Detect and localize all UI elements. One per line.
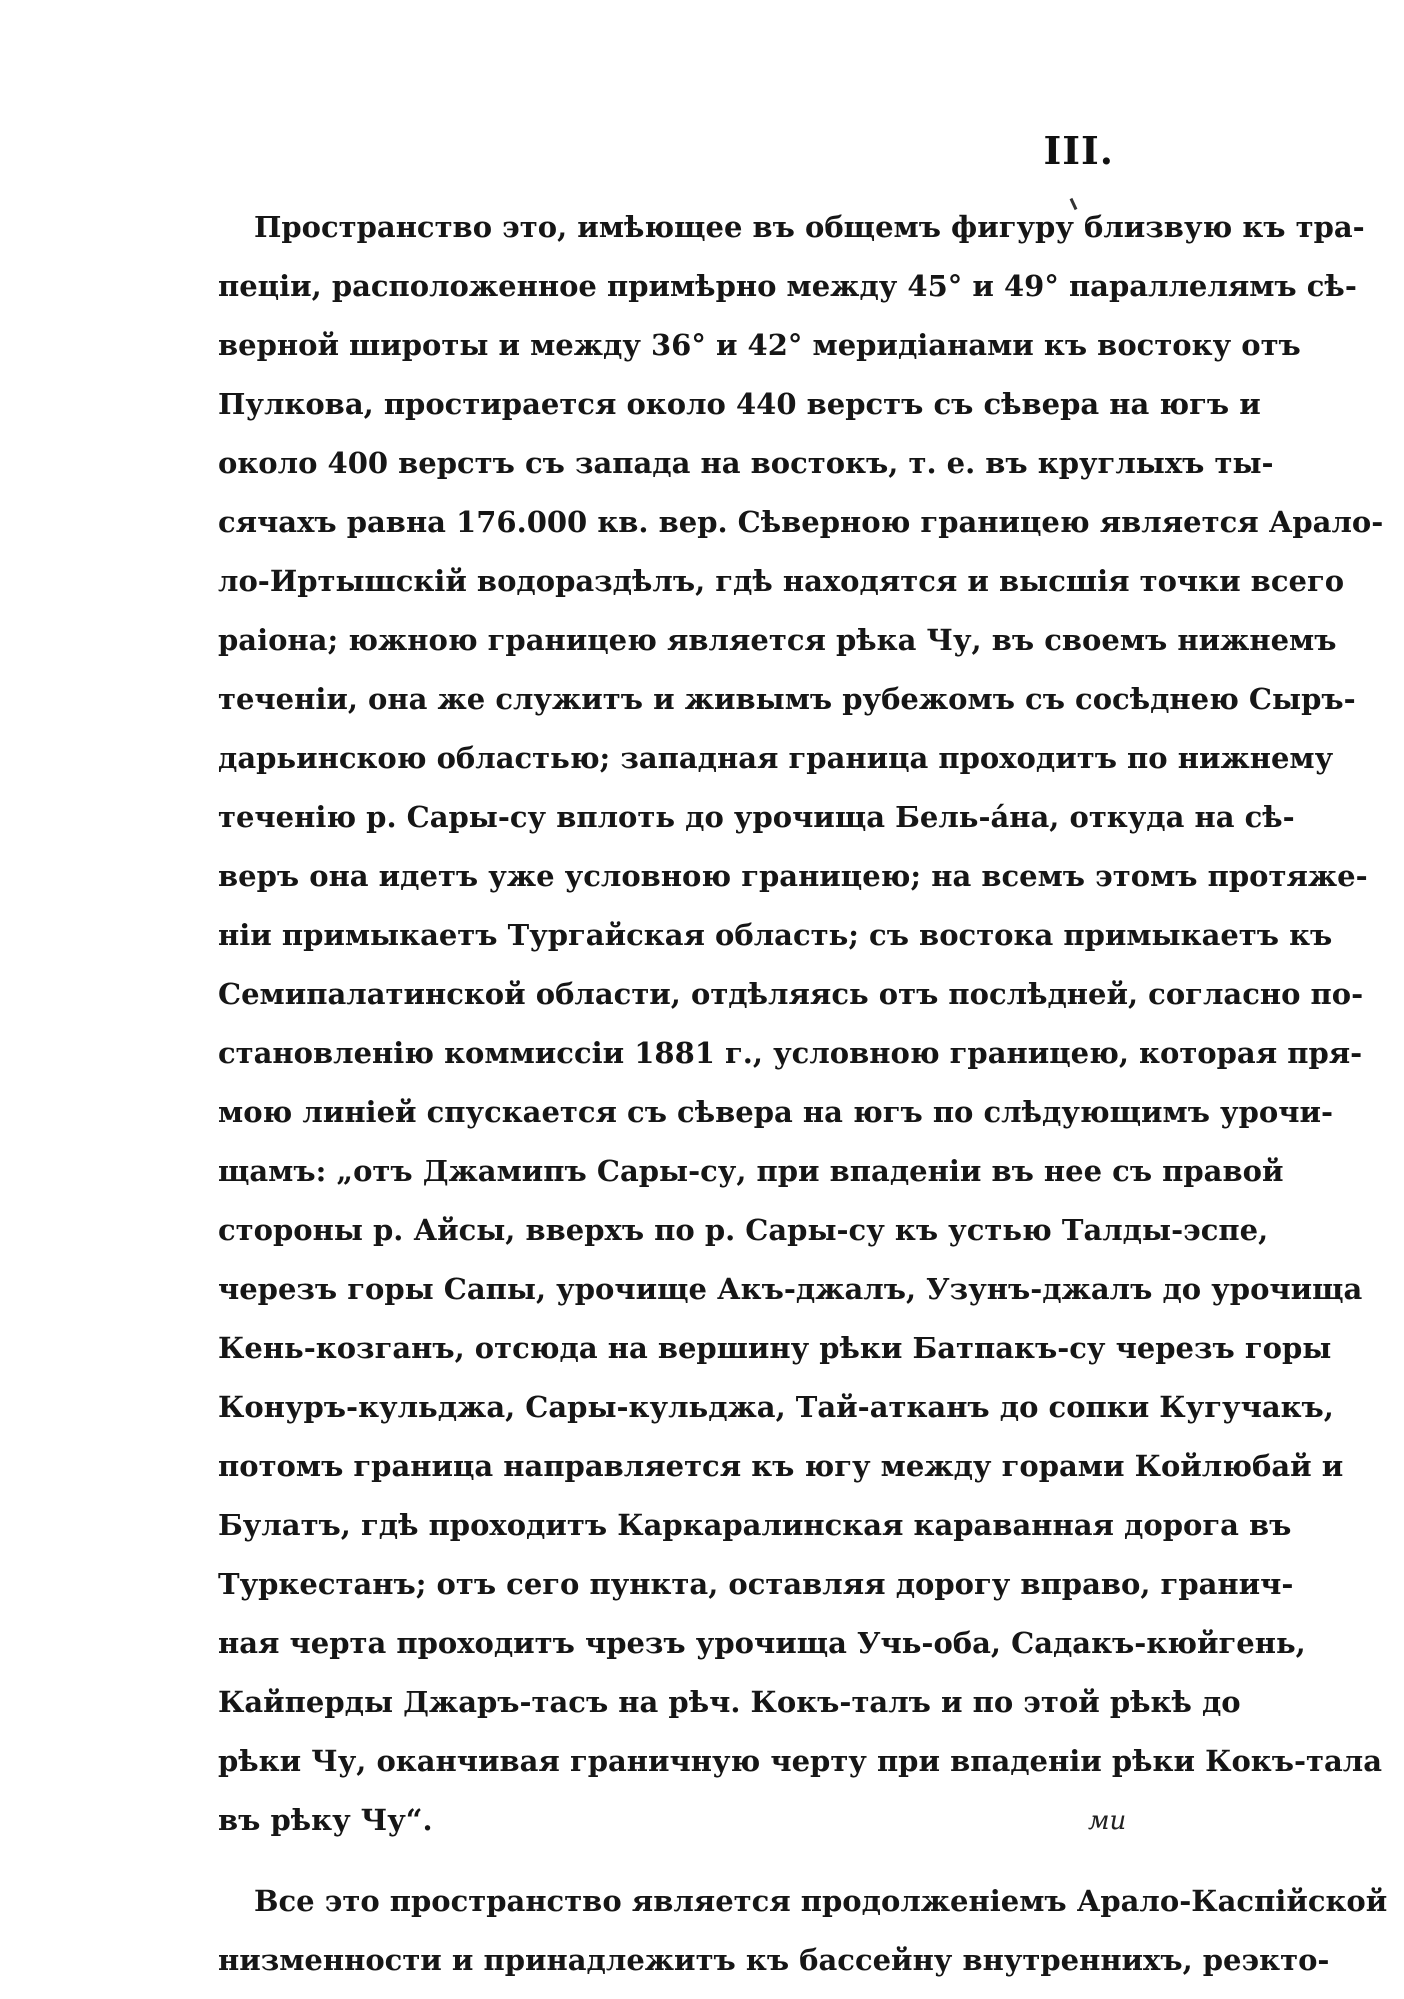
text-line: становленію коммиссіи 1881 г., условною границею, которая пря-: [218, 1036, 1363, 1070]
text-line: Семипалатинской области, отдѣляясь отъ послѣдней, согласно по-: [218, 977, 1364, 1011]
text-line: Кайперды Джаръ-тасъ на рѣч. Кокъ-талъ и по этой рѣкѣ до: [218, 1685, 1241, 1719]
handwritten-correction: ми: [1088, 1806, 1127, 1836]
text-line: дарьинскою областью; западная граница проходитъ по нижнему: [218, 741, 1334, 775]
text-line: Булатъ, гдѣ проходитъ Каркаралинская караванная дорога въ: [218, 1508, 1292, 1542]
text-line: Все это пространство является продолженіемъ Арало-Каспійской: [254, 1884, 1388, 1918]
text-line: Кень-козганъ, отсюда на вершину рѣки Батпакъ-су черезъ горы: [218, 1331, 1332, 1365]
paragraph-1: [218, 198, 1384, 1850]
text-line: Конуръ-кульджа, Сары-кульджа, Тай-атканъ до сопки Кугучакъ,: [218, 1390, 1334, 1424]
text-line: стороны р. Айсы, вверхъ по р. Сары-су къ устью Талды-эспе,: [218, 1213, 1269, 1247]
text-line: ніи примыкаетъ Тургайская область; съ востока примыкаетъ къ: [218, 918, 1333, 952]
text-line: сячахъ равна 176.000 кв. вер. Сѣверною границею является Арало-: [218, 505, 1384, 539]
text-line: около 400 верстъ съ запада на востокъ, т. е. въ круглыхъ ты-: [218, 446, 1274, 480]
text-line: мою линіей спускается съ сѣвера на югъ по слѣдующимъ урочи-: [218, 1095, 1333, 1129]
text-line: потомъ граница направляется къ югу между горами Койлюбай и: [218, 1449, 1344, 1483]
text-line: низменности и принадлежитъ къ бассейну внутреннихъ, реэкто-: [218, 1943, 1330, 1977]
text-line: въ рѣку Чу“.: [218, 1803, 433, 1837]
text-line: Пространство это, имѣющее въ общемъ фигуру близвую къ тра-: [254, 210, 1365, 244]
text-line: пеціи, расположенное примѣрно между 45° и 49° параллелямъ сѣ-: [218, 269, 1357, 303]
text-line: верной широты и между 36° и 42° меридіанами къ востоку отъ: [218, 328, 1301, 362]
text-line: ная черта проходитъ чрезъ урочища Учь-оба, Садакъ-кюйгень,: [218, 1626, 1306, 1660]
text-line: теченію р. Сары-су вплоть до урочища Бель-а́на, откуда на сѣ-: [218, 800, 1295, 834]
text-line: ло-Иртышскій водораздѣлъ, гдѣ находятся и высшія точки всего: [218, 564, 1345, 598]
text-line: Туркестанъ; отъ сего пункта, оставляя дорогу вправо, гранич-: [218, 1567, 1294, 1601]
text-line: теченіи, она же служитъ и живымъ рубежомъ съ сосѣднею Сыръ-: [218, 682, 1356, 716]
text-line: раіона; южною границею является рѣка Чу, въ своемъ нижнемъ: [218, 623, 1337, 657]
text-line: веръ она идетъ уже условною границею; на всемъ этомъ протяже-: [218, 859, 1368, 893]
body-text: [218, 198, 1388, 1990]
text-line: щамъ: „отъ Джамипъ Сары-су, при впаденіи въ нее съ правой: [218, 1154, 1284, 1188]
text-line: черезъ горы Сапы, урочище Акъ-джалъ, Узунъ-джалъ до урочища: [218, 1272, 1363, 1306]
paragraph-gap: [218, 1850, 1178, 1872]
paragraph-2: [218, 1872, 1388, 1990]
text-line: рѣки Чу, оканчивая граничную черту при впаденіи рѣки Кокъ-тала: [218, 1744, 1383, 1778]
text-line: Пулкова, простирается около 440 верстъ съ сѣвера на югъ и: [218, 387, 1261, 421]
page-number: III.: [1043, 128, 1114, 173]
